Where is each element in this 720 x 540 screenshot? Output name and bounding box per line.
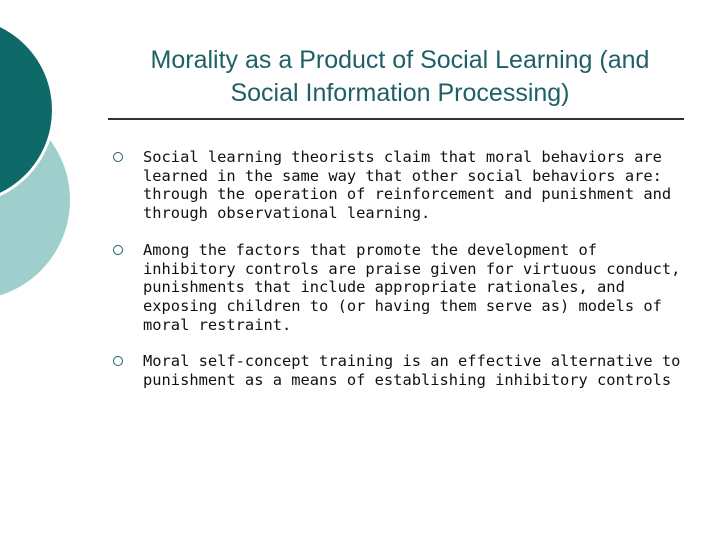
- bullet-list: [113, 148, 688, 408]
- bullet-circle-icon: [113, 245, 123, 255]
- bullet-circle-icon: [113, 356, 123, 366]
- bullet-circle-icon: [113, 152, 123, 162]
- title-line-2: Social Information Processing): [230, 79, 570, 107]
- bullet-text: Social learning theorists claim that moral behaviors are learned in the same way that other social behaviors are: through the operation of reinforcement and punishment and through observational learning.: [143, 148, 672, 223]
- decorative-circles: [0, 0, 110, 300]
- bullet-text: Moral self-concept training is an effective alternative to punishment as a means of establishing inhibitory controls: [143, 352, 681, 390]
- title-line-1: Morality as a Product of Social Learning (and: [150, 46, 650, 74]
- title-divider: [108, 118, 684, 120]
- slide-title: [100, 44, 700, 110]
- bullet-item: [113, 148, 688, 223]
- bullet-text: Among the factors that promote the development of inhibitory controls are praise given for virtuous conduct, punishments that include appropriate rationales, and exposing children to (or having them serve as) models of moral restraint.: [143, 240, 681, 334]
- bullet-item: [113, 241, 688, 335]
- bullet-item: [113, 352, 688, 389]
